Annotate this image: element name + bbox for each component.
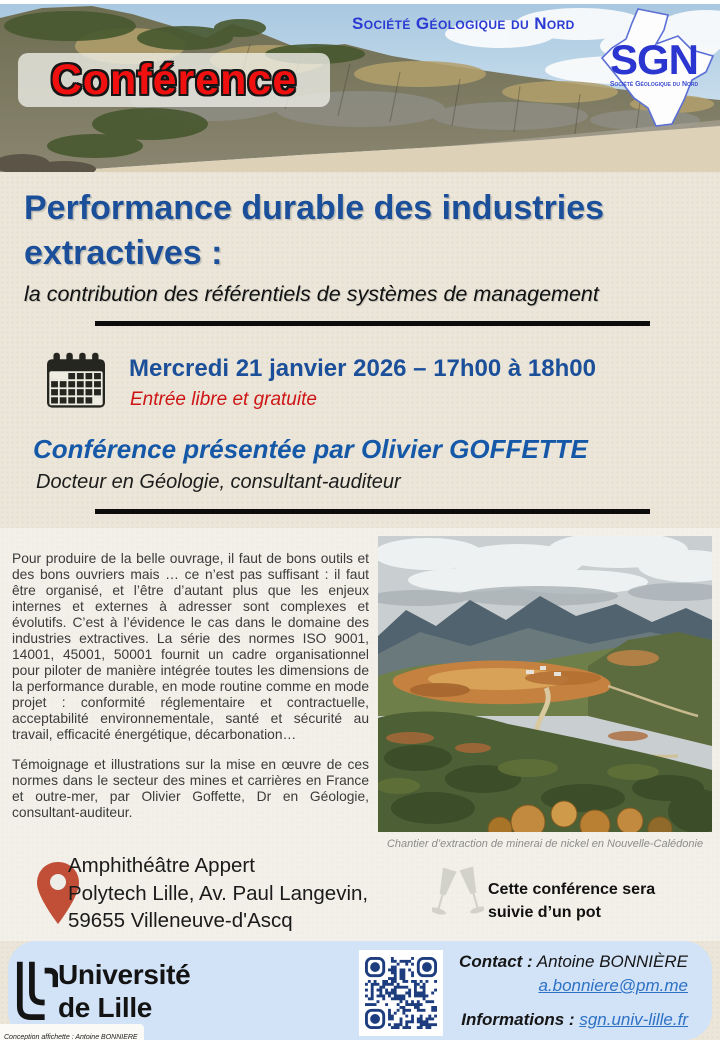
event-admission: Entrée libre et gratuite xyxy=(130,389,317,410)
main-title-line2: extractives : xyxy=(24,234,223,272)
sgn-logo-caption: Société Géologique du Nord xyxy=(609,81,699,88)
contact-name: Antoine BONNIÈRE xyxy=(532,952,688,971)
info-line xyxy=(420,1010,688,1030)
contact-email-link[interactable]: a.bonniere@pm.me xyxy=(538,976,688,995)
event-datetime: Mercredi 21 janvier 2026 – 17h00 à 18h00 xyxy=(129,355,596,382)
venue-line3: 59655 Villeneuve-d'Ascq xyxy=(68,909,293,932)
univ-line2: de Lille xyxy=(58,992,153,1023)
info-link[interactable]: sgn.univ-lille.fr xyxy=(579,1010,688,1029)
abstract-text xyxy=(12,551,369,821)
divider-top xyxy=(95,321,650,326)
conference-badge-label: Conférence xyxy=(50,55,298,104)
venue-line2: Polytech Lille, Av. Paul Langevin, xyxy=(68,881,369,905)
sgn-logo xyxy=(592,6,718,128)
main-subtitle: la contribution des référentiels de systèmes de management xyxy=(24,282,599,306)
abstract-paragraph-1: Pour produire de la belle ouvrage, il faut de bons outils et des bons ouvriers mais … ce n’est pas suffisant : il faut être organisé, et l’être d’autant plus que les enjeux internes et externes à adresser sont complexes et évolutifs. C’est à l’évidence le cas dans le domaine des industries extractives. La série des normes ISO 9001, 14001, 45001, 50001 fournit un cadre organisationnel pour piloter de manière intégrée toutes les dimensions de la performance durable, en mode routine comme en mode projet : conformité réglementaire et contractuelle, acceptabilité environnementale, santé et sécurité au travail, efficacité énergétique, décarbonation… xyxy=(12,551,369,742)
reception-line1: Cette conférence sera xyxy=(488,881,656,898)
info-label: Informations : xyxy=(461,1010,575,1029)
speaker-line: Conférence présentée par Olivier GOFFETTE xyxy=(33,434,588,464)
design-credit-text: Conception affichette : Antoine BONNIERE xyxy=(4,1034,138,1040)
design-credit xyxy=(0,1024,144,1040)
abstract-paragraph-2: Témoignage et illustrations sur la mise en œuvre de ces normes dans le secteur des mines et carrières en France et outre-mer, par Olivier Goffette, Dr en Géologie, consultant-auditeur. xyxy=(12,757,369,820)
reception-note xyxy=(488,879,655,924)
calendar-icon xyxy=(47,351,105,411)
nickel-mine-photo xyxy=(378,536,712,832)
divider-bottom xyxy=(95,509,650,514)
conference-badge xyxy=(18,53,330,107)
univ-line1: Université xyxy=(58,959,191,990)
main-title-line1: Performance durable des industries xyxy=(24,189,605,227)
org-name: Société Géologique du Nord xyxy=(352,14,575,33)
reception-line2: suivie d’un pot xyxy=(488,903,601,921)
contact-block xyxy=(420,952,688,1030)
photo-caption: Chantier d’extraction de minerai de nickel en Nouvelle-Calédonie xyxy=(386,838,704,850)
champagne-glasses-icon xyxy=(432,862,484,934)
universite-de-lille-logo-text xyxy=(58,958,190,1024)
contact-line xyxy=(420,952,688,972)
contact-label: Contact : xyxy=(459,952,533,971)
venue-address xyxy=(68,852,368,935)
speaker-title: Docteur en Géologie, consultant-auditeur xyxy=(36,471,401,493)
sgn-logo-acronym: SGN xyxy=(609,36,699,83)
venue-line1: Amphithéâtre Appert xyxy=(68,854,255,877)
universite-de-lille-logo-mark xyxy=(16,956,58,1026)
